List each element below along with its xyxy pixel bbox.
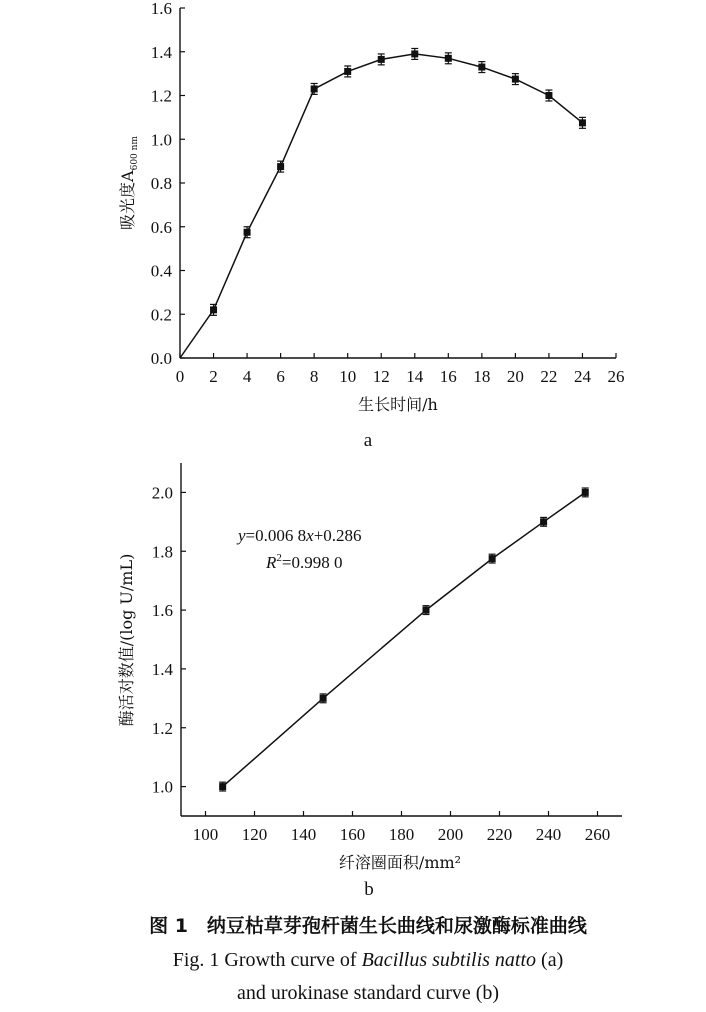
x-tick-label: 2 [209, 367, 218, 386]
y-tick-label: 1.2 [151, 718, 173, 738]
data-point [445, 55, 452, 62]
data-point [582, 489, 589, 496]
x-tick-label: 240 [535, 825, 562, 844]
x-tick-label: 0 [175, 367, 185, 386]
x-tick-label: 26 [607, 367, 625, 386]
y-tick-label: 0.2 [150, 305, 172, 325]
y-tick-label: 0.8 [150, 174, 172, 193]
x-tick-label: 16 [439, 367, 457, 386]
chart-a-y-label: 吸光度$A_{600 nm}$ [118, 136, 140, 230]
data-point [378, 56, 385, 63]
y-tick-label: 0.6 [150, 217, 172, 237]
data-point [277, 163, 284, 170]
caption-chinese: 图 1 纳豆枯草芽孢杆菌生长曲线和尿激酶标准曲线 [149, 915, 587, 937]
y-tick-label: 1.0 [150, 130, 172, 150]
chart-b-panel-label: b [364, 879, 374, 900]
caption-english-line2: and urokinase standard curve (b) [236, 982, 500, 1004]
x-tick-label: 24 [573, 367, 591, 386]
y-tick-label: 1.6 [151, 601, 173, 621]
chart-b-y-label: 酶活对数值/(log U/mL) [117, 553, 136, 727]
chart-b [117, 463, 622, 900]
figure-caption [149, 914, 588, 1004]
data-point [545, 92, 552, 99]
x-tick-label: 6 [276, 367, 285, 386]
data-point [344, 68, 351, 75]
x-tick-label: 160 [339, 825, 366, 844]
chart-a-series [180, 48, 586, 358]
data-point [219, 783, 226, 790]
x-tick-label: 18 [473, 367, 491, 386]
data-point [540, 518, 547, 525]
y-tick-label: 2.0 [151, 483, 173, 503]
y-tick-label: 1.4 [150, 42, 172, 62]
chart-a-x-label: 生长时间/h [358, 395, 438, 414]
y-tick-label: 0.4 [150, 261, 172, 281]
data-point [411, 50, 418, 57]
chart-b-x-label: 纤溶圈面积/mm² [338, 853, 462, 872]
x-tick-label: 4 [242, 367, 252, 386]
series-line [180, 54, 583, 358]
y-tick-label: 1.0 [151, 777, 173, 797]
data-point [210, 306, 217, 313]
data-point [489, 555, 496, 562]
data-point [311, 85, 318, 92]
x-tick-label: 100 [192, 825, 219, 844]
x-tick-label: 220 [486, 825, 513, 844]
data-point [320, 695, 327, 702]
x-tick-label: 10 [339, 367, 357, 386]
y-tick-label: 0.0 [150, 349, 172, 368]
x-tick-label: 180 [388, 825, 415, 844]
chart-b-r-squared: $R^2=0.998$ 0 [266, 552, 343, 572]
x-tick-label: 140 [290, 825, 317, 844]
data-point [512, 76, 519, 83]
y-tick-label: 1.6 [150, 0, 172, 18]
y-tick-label: 1.8 [151, 542, 173, 562]
y-tick-label: 1.4 [151, 659, 173, 679]
x-tick-label: 20 [506, 367, 524, 386]
chart-b-equation: y=0.006 8x+0.286 [238, 526, 362, 545]
x-tick-label: 120 [241, 825, 268, 844]
data-point [478, 64, 485, 71]
chart-a [118, 0, 625, 451]
x-tick-label: 12 [372, 367, 390, 386]
data-point [244, 229, 251, 236]
x-tick-label: 14 [406, 367, 424, 386]
x-tick-label: 200 [437, 825, 464, 844]
data-point [579, 119, 586, 126]
x-tick-label: 8 [309, 367, 319, 386]
caption-english-line1: Fig. 1 Growth curve of Bacillus subtilis natto (a) [172, 949, 564, 971]
data-point [423, 607, 430, 614]
chart-a-panel-label: a [363, 430, 373, 451]
y-tick-label: 1.2 [150, 86, 172, 106]
x-tick-label: 22 [540, 367, 558, 386]
x-tick-label: 260 [584, 825, 611, 844]
